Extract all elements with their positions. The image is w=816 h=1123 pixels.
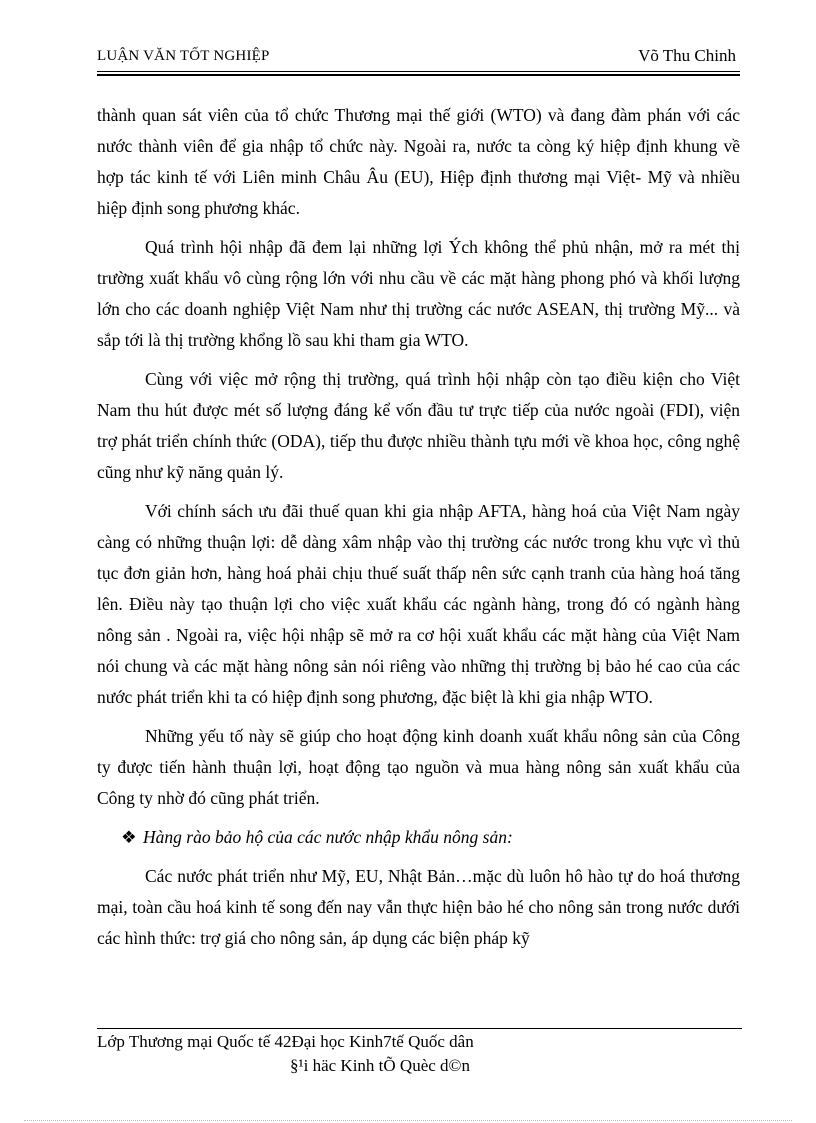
page-header xyxy=(97,48,740,70)
header-rule-thick xyxy=(97,74,740,76)
paragraph-4: Với chính sách ưu đãi thuế quan khi gia nhập AFTA, hàng hoá của Việt Nam ngày càng có những thuận lợi: dễ dàng xâm nhập vào thị trường các nước trong khu vực vì thủ tục đơn giản hơn, hàng hoá phải chịu thuế suất thấp nên sức cạnh tranh của hàng hoá tăng lên. Điều này tạo thuận lợi cho việc xuất khẩu các ngành hàng, trong đó có ngành hàng nông sản . Ngoài ra, việc hội nhập sẽ mở ra cơ hội xuất khẩu các mặt hàng của Việt Nam nói chung và các mặt hàng nông sản nói riêng vào những thị trường bị bảo hé cao của các nước phát triển khi ta có hiệp định song phương, đặc biệt là khi gia nhập WTO. xyxy=(97,501,740,707)
header-rule-thin xyxy=(97,71,740,72)
paragraph-5: Những yếu tố này sẽ giúp cho hoạt động kinh doanh xuất khẩu nông sản của Công ty được tiến hành thuận lợi, hoạt động tạo nguồn và mua hàng nông sản xuất khẩu của Công ty nhờ đó cũng phát triển. xyxy=(97,726,740,808)
paragraph-6: Các nước phát triển như Mỹ, EU, Nhật Bản…mặc dù luôn hô hào tự do hoá thương mại, toàn cầu hoá kinh tế song đến nay vẫn thực hiện bảo hé cho nông sản trong nước dưới các hình thức: trợ giá cho nông sản, áp dụng các biện pháp kỹ xyxy=(97,866,740,948)
page-edge xyxy=(24,1120,792,1121)
header-author: Võ Thu Chinh xyxy=(638,46,736,65)
paragraph-3: Cùng với việc mở rộng thị trường, quá trình hội nhập còn tạo điều kiện cho Việt Nam thu hút được mét số lượng đáng kể vốn đầu tư trực tiếp của nước ngoài (FDI), viện trợ phát triển chính thức (ODA), tiếp thu được nhiều thành tựu mới về khoa học, công nghệ cũng như kỹ năng quản lý. xyxy=(97,369,740,482)
diamond-bullet-icon: ❖ xyxy=(121,827,137,847)
paragraph-2: Quá trình hội nhập đã đem lại những lợi Ých không thể phủ nhận, mở ra mét thị trường xuất khẩu vô cùng rộng lớn với nhu cầu về các mặt hàng phong phó và khối lượng lớn cho các doanh nghiệp Việt Nam như thị trường các nước ASEAN, thị trường Mỹ... và sắp tới là thị trường khổng lồ sau khi tham gia WTO. xyxy=(97,237,740,350)
paragraph-1: thành quan sát viên của tổ chức Thương mại thế giới (WTO) và đang đàm phán với các nước thành viên để gia nhập tổ chức này. Ngoài ra, nước ta còng ký hiệp định khung về hợp tác kinh tế với Liên minh Châu Âu (EU), Hiệp định thương mại Việt- Mỹ và nhiều hiệp định song phương khác. xyxy=(97,105,740,218)
bullet-text: Hàng rào bảo hộ của các nước nhập khẩu nông sản: xyxy=(143,827,513,847)
body-content xyxy=(97,100,740,962)
footer-university: §¹i häc Kinh tÕ Quèc d©n xyxy=(290,1056,470,1075)
header-title: LUẬN VĂN TỐT NGHIỆP xyxy=(97,48,270,64)
footer-rule xyxy=(97,1028,742,1029)
section-bullet xyxy=(121,822,740,853)
footer-class-info: Lớp Thương mại Quốc tế 42Đại học Kinh7tế Quốc dân xyxy=(97,1032,474,1051)
